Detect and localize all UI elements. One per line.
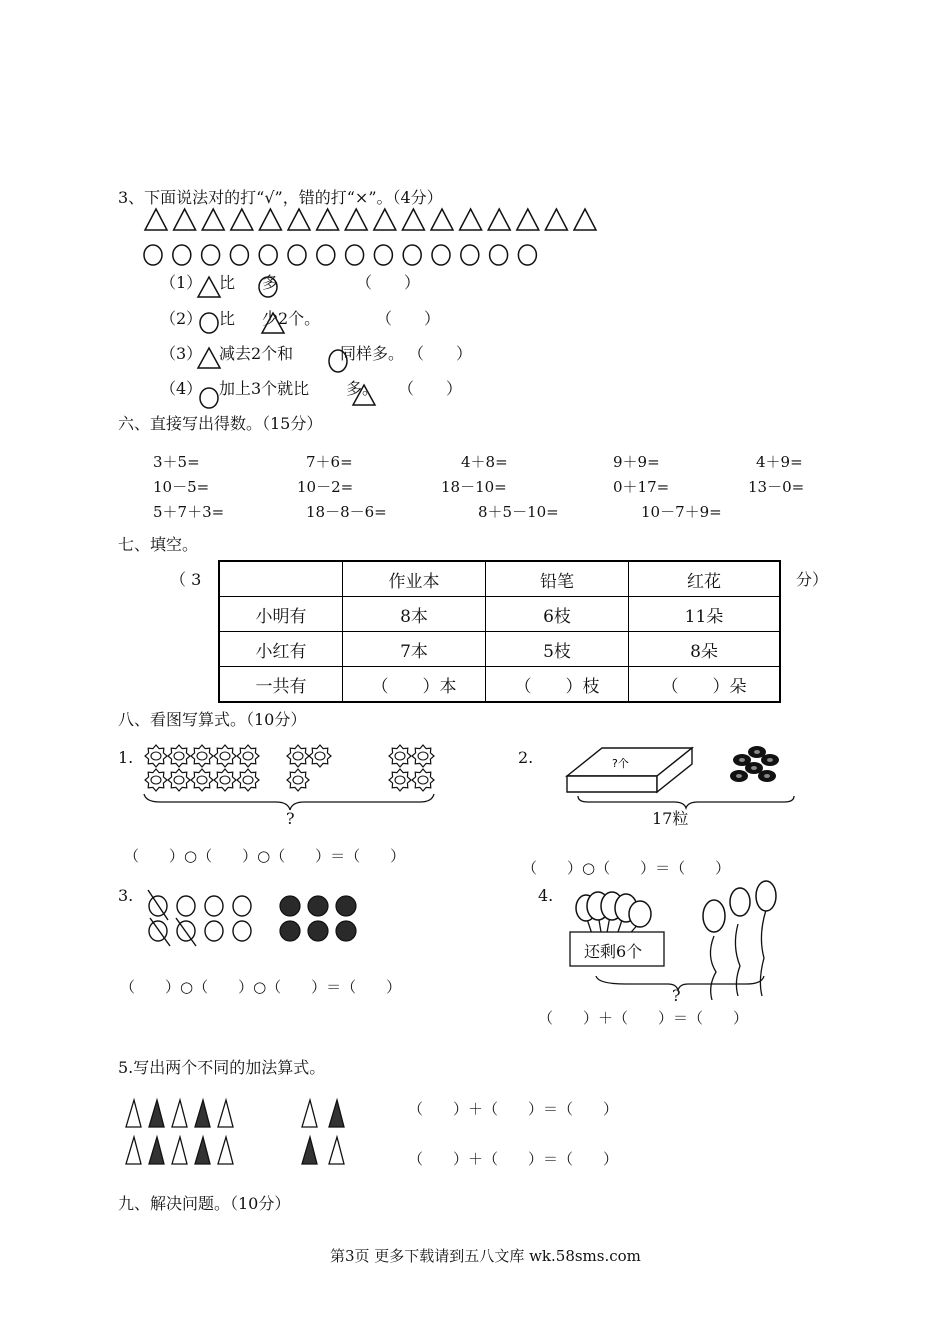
filled-circle-icon [280,896,300,916]
flower-icon [412,769,434,791]
calc-item: 18－10= [441,478,507,496]
table-row [219,597,780,632]
box-label: 还剩6个 [584,942,643,961]
calc-item: 10－2= [297,478,354,496]
cone-icon [126,1137,141,1164]
calc-item: 18－8－6= [306,503,387,521]
q7-score-left: （ 3 [170,570,202,589]
flower-icon [287,769,309,791]
cone-icon [126,1100,141,1127]
answer-cell[interactable]: （ ）本 [343,667,486,703]
q3-s1-num: （1） [160,273,203,292]
triangle-row [142,208,602,232]
circle-icon [233,921,251,941]
p2-number: 2. [518,748,534,767]
table-header-cell: 红花 [629,561,781,597]
box-label: ?个 [612,757,629,770]
flower-icon [389,745,411,767]
flower-icon [237,769,259,791]
cone-icon [172,1100,187,1127]
flower-icon [191,745,213,767]
triangle-icon [374,209,396,230]
circle-icon [205,921,223,941]
table-cell: 小红有 [219,632,343,667]
q7-score-right: 分） [796,570,829,589]
table-row [219,667,780,703]
table-cell: 7本 [343,632,486,667]
p3-number: 3. [118,886,134,905]
triangle-icon [545,209,567,230]
triangle-icon [174,209,196,230]
table-cell: 8朵 [629,632,781,667]
q3-s4-answer[interactable]: （ ） [398,379,463,398]
triangle-icon [345,209,367,230]
table-cell: 11朵 [629,597,781,632]
p2-equation[interactable]: （ ）○（ ）＝（ ） [522,859,731,877]
triangle-icon [231,209,253,230]
filled-cone-icon [149,1100,164,1127]
flower-icon [309,745,331,767]
circle-icon [144,245,162,265]
answer-cell[interactable]: （ ）朵 [629,667,781,703]
p1-question-mark: ? [286,809,295,828]
flower-icon [287,745,309,767]
flower-icon [145,745,167,767]
cone-icon [218,1137,233,1164]
p5-title: 5.写出两个不同的加法算式。 [118,1058,326,1077]
triangle-icon [488,209,510,230]
q8-title: 八、看图写算式。（10分） [118,710,307,729]
circle-icon [177,896,195,916]
p2-label: 17粒 [652,809,689,828]
triangle-icon [317,209,339,230]
answer-cell[interactable]: （ ）枝 [486,667,629,703]
table-cell: 小明有 [219,597,343,632]
p4-question-mark: ? [672,986,681,1005]
triangle-icon [145,209,167,230]
q3-s1-text: 比 [219,273,236,292]
p5-equation-1[interactable]: （ ）＋（ ）＝（ ） [408,1100,619,1118]
bead-icon [758,770,776,782]
bead-icon [730,770,748,782]
table-cell: 一共有 [219,667,343,703]
p1-number: 1. [118,748,134,767]
q3-s4-num: （4） [160,379,203,398]
triangle-icon [517,209,539,230]
fill-table [218,560,781,703]
q3-s3-num: （3） [160,344,203,363]
filled-cone-icon [329,1100,344,1127]
circle-icon [461,245,479,265]
triangle-icon [402,209,424,230]
q7-title: 七、填空。 [118,535,199,554]
cone-icon [329,1137,344,1164]
table-cell: 5枝 [486,632,629,667]
q3-s1-answer[interactable]: （ ） [356,273,421,292]
filled-circle-icon [336,921,356,941]
triangle-icon [574,209,596,230]
calc-item: 4＋9= [756,453,803,471]
filled-circle-icon [308,896,328,916]
calc-item: 10－5= [153,478,210,496]
p3-equation[interactable]: （ ）○（ ）○（ ）＝（ ） [120,978,402,996]
q3-title: 3、下面说法对的打“√”，错的打“×”。（4分） [118,188,443,207]
flower-icon [237,745,259,767]
circle-icon [518,245,536,265]
p4-equation[interactable]: （ ）＋（ ）＝（ ） [538,1009,749,1027]
circle-icon [432,245,450,265]
table-header-cell: 作业本 [343,561,486,597]
filled-cone-icon [195,1137,210,1164]
flower-group [140,738,460,828]
q6-title: 六、直接写出得数。（15分） [118,414,323,433]
bead-group [728,742,788,792]
calc-item: 9＋9= [613,453,660,471]
page-footer: 第3页 更多下载请到五八文库 wk.58sms.com [330,1247,641,1265]
triangle-icon [197,276,221,298]
flower-icon [214,745,236,767]
flower-icon [389,769,411,791]
circle-icon [346,245,364,265]
circle-icon [230,245,248,265]
calc-item: 4＋8= [461,453,508,471]
flower-icon [168,745,190,767]
triangle-icon [259,209,281,230]
cone-group [126,1100,366,1170]
table-row [219,632,780,667]
strike-mark [176,918,196,946]
circle-icon [490,245,508,265]
triangle-icon [460,209,482,230]
q3-s2-text2: 少2个。 [262,309,321,328]
flower-icon [214,769,236,791]
p5-equation-2[interactable]: （ ）＋（ ）＝（ ） [408,1150,619,1168]
q3-s3-text: 减去2个和 [219,344,294,363]
q3-s2-text: 比 [219,309,236,328]
brace [576,794,796,810]
calc-item: 13－0= [748,478,805,496]
table-cell: 8本 [343,597,486,632]
filled-cone-icon [195,1100,210,1127]
calc-item: 7＋6= [306,453,353,471]
triangle-icon [197,347,221,369]
q3-s2-answer[interactable]: （ ） [376,309,441,328]
circle-icon [288,245,306,265]
calc-item: 3＋5= [153,453,200,471]
circle-icon [374,245,392,265]
bead-icon [761,754,779,766]
calc-item: 8＋5－10= [478,503,559,521]
q3-s4-text: 加上3个就比 [219,379,310,398]
p4-number: 4. [538,886,554,905]
q3-s1-text2: 多 [262,273,279,292]
box-icon [564,740,704,800]
circle-icon [259,245,277,265]
q3-s4-text2: 多。 [346,379,379,398]
filled-circle-icon [336,896,356,916]
flower-icon [412,745,434,767]
cone-icon [172,1137,187,1164]
q3-s3-text2: 同样多。 [340,344,405,363]
circle-icon [403,245,421,265]
circle-row [142,242,542,268]
circle-icon [317,245,335,265]
triangle-icon [431,209,453,230]
brace [144,794,434,810]
filled-circle-icon [308,921,328,941]
calc-item: 10－7＋9= [641,503,722,521]
p1-equation[interactable]: （ ）○（ ）○（ ）＝（ ） [124,847,406,865]
filled-cone-icon [149,1137,164,1164]
filled-cone-icon [302,1137,317,1164]
cone-icon [218,1100,233,1127]
calc-item: 5＋7＋3= [153,503,225,521]
table-header-cell [219,561,343,597]
circle-icon [198,387,220,409]
flower-icon [145,769,167,791]
q3-s2-num: （2） [160,309,203,328]
filled-circle-icon [280,921,300,941]
table-header-row [219,561,780,597]
circle-icon [202,245,220,265]
circle-group [140,888,360,948]
calc-item: 0＋17= [613,478,670,496]
cone-icon [302,1100,317,1127]
circle-icon [198,312,220,334]
flower-icon [168,769,190,791]
q3-s3-answer[interactable]: （ ） [408,344,473,363]
table-cell: 6枝 [486,597,629,632]
circle-icon [173,245,191,265]
triangle-icon [288,209,310,230]
q9-title: 九、解决问题。（10分） [118,1194,291,1213]
triangle-icon [202,209,224,230]
circle-icon [205,896,223,916]
circle-icon [233,896,251,916]
flower-icon [191,769,213,791]
table-header-cell: 铅笔 [486,561,629,597]
